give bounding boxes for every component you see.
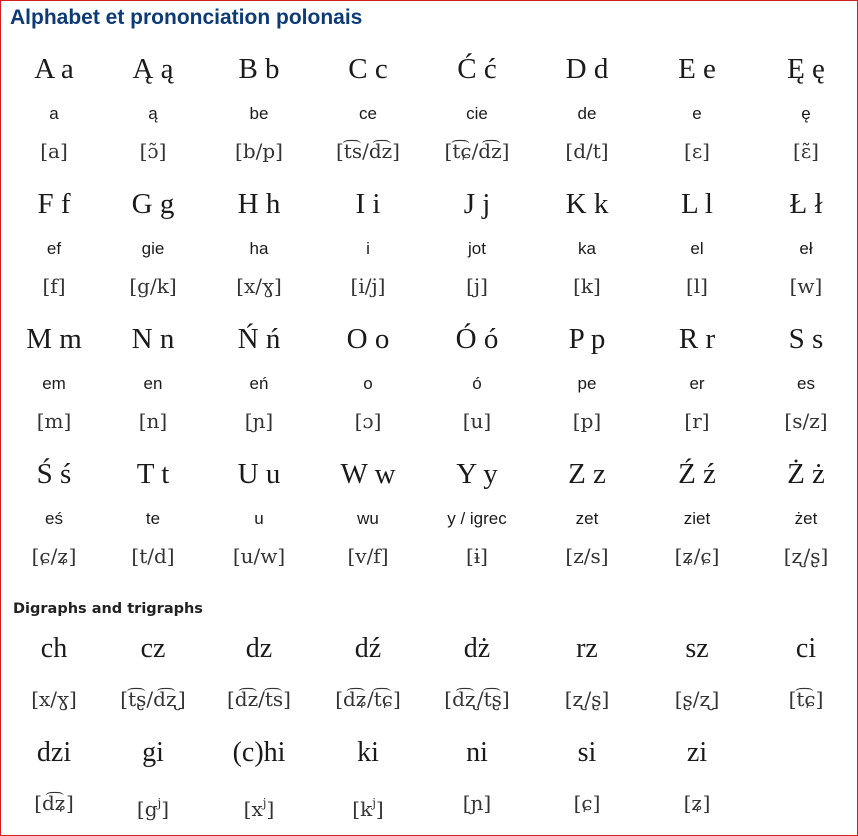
letter-glyph: I i [355,188,381,220]
letter-glyph: Y y [456,458,498,490]
letter-name: żet [794,509,818,528]
letter-ipa: [l] [685,274,708,298]
letter-name: zet [575,509,599,528]
letter-glyph: H h [237,188,281,220]
digraph-glyph: dż [463,633,491,664]
letter-name: a [49,104,59,123]
letter-name: ce [359,104,377,123]
letter-ipa: [n] [138,409,168,433]
letter-glyph: O o [346,323,390,355]
letter-ipa: [ʐ/ʂ] [783,544,829,568]
letter-ipa: [ɔ̃] [139,139,167,163]
letter-glyph: A a [34,53,74,85]
letter-glyph: B b [238,53,280,85]
letter-ipa: [f] [42,274,66,298]
letter-name: ka [578,239,596,258]
letter-ipa: [b/p] [235,139,283,163]
letter-glyph: S s [788,323,824,355]
letter-name: es [797,374,815,393]
letter-ipa: [t͡s/d͡z] [336,139,400,163]
digraph-glyph: cz [140,633,166,664]
digraph-glyph: dzi [36,737,72,768]
digraph-ipa: [ʐ/ʂ] [564,687,610,711]
digraph-ipa: [t͡ʂ/d͡ʐ] [120,687,186,711]
digraph-ipa: [ɕ] [573,791,601,815]
digraph-ipa: [t͡ɕ] [788,687,824,711]
letter-glyph: E e [678,53,716,85]
digraph-glyph: rz [576,633,598,664]
letter-glyph: Ę ę [787,53,825,85]
digraph-ipa: $[g^j]$ [136,796,170,821]
letter-glyph: Ł ł [789,188,823,220]
digraph-ipa: [x/ɣ] [31,687,77,711]
letter-name: o [363,374,373,393]
letter-name: be [249,104,269,123]
letter-glyph: Ą ą [132,53,174,85]
letter-ipa: [x/ɣ] [236,274,282,298]
letter-glyph: M m [26,323,82,355]
letter-ipa: [k] [573,274,601,298]
letter-name: en [143,374,163,393]
letter-ipa: [m] [36,409,72,433]
letter-ipa: [w] [789,274,823,298]
letter-glyph: J j [463,188,491,220]
letter-glyph: Ó ó [455,323,499,355]
letter-glyph: Ń ń [237,323,281,355]
letter-name: cie [466,104,488,123]
letter-name: ę [801,104,811,123]
digraph-ipa: [d͡ʑ/t͡ɕ] [335,687,401,711]
letter-glyph: L l [681,188,713,220]
letter-name: de [577,104,597,123]
letter-ipa: [v/f] [347,544,389,568]
letter-glyph: D d [565,53,609,85]
letter-glyph: C c [348,53,388,85]
letter-glyph: K k [565,188,609,220]
digraph-glyph: gi [142,737,164,768]
letter-ipa: [z/s] [565,544,609,568]
letter-glyph: Z z [568,458,606,490]
page-title: Alphabet et prononciation polonais [10,6,363,29]
letter-name: gie [141,239,165,258]
letter-ipa: [i/j] [350,274,386,298]
letter-name: ziet [683,509,711,528]
letter-name: wu [357,509,379,528]
letter-name: eś [45,509,63,528]
letter-name: jot [468,239,486,258]
letter-glyph: Ż ż [787,458,825,490]
letter-ipa: [ɨ] [465,544,488,568]
letter-ipa: [g/k] [129,274,177,298]
letter-ipa: [d/t] [565,139,609,163]
letter-glyph: P p [568,323,606,355]
letter-ipa: [ɕ/ʑ] [31,544,77,568]
letter-name: i [366,239,370,258]
letter-glyph: F f [37,188,71,220]
letter-name: u [254,509,264,528]
letter-name: eń [249,374,269,393]
letter-name: te [145,509,161,528]
letter-glyph: Ć ć [457,53,497,85]
digraph-glyph: ci [795,633,817,664]
letter-name: em [42,374,66,393]
digraph-ipa: $[x^j]$ [243,796,275,821]
letter-name: ha [249,239,269,258]
letter-ipa: [ɛ̃] [793,139,819,163]
digraph-ipa: [ɲ] [462,791,492,815]
letter-glyph: G g [131,188,175,220]
letter-ipa: [ɔ] [354,409,382,433]
digraph-glyph: dz [245,633,273,664]
letter-ipa: [ɲ] [244,409,274,433]
digraphs-heading: Digraphs and trigraphs [13,601,203,617]
digraph-ipa: [d͡ʐ/t͡ʂ] [444,687,510,711]
letter-name: er [689,374,705,393]
digraph-glyph: ch [40,633,68,664]
digraph-ipa: [ʂ/ʐ] [674,687,720,711]
letter-ipa: [j] [466,274,488,298]
letter-glyph: T t [136,458,170,490]
letter-ipa: [u/w] [232,544,286,568]
digraph-ipa: [d͡ʑ] [34,791,74,815]
letter-glyph: N n [131,323,175,355]
letter-glyph: U u [237,458,281,490]
letter-ipa: [u] [462,409,492,433]
letter-ipa: [s/z] [784,409,828,433]
letter-ipa: [a] [40,139,68,163]
letter-name: eł [799,239,813,258]
letter-ipa: [t͡ɕ/d͡z] [444,139,510,163]
letter-ipa: [r] [684,409,710,433]
digraph-glyph: ni [466,737,488,768]
digraph-glyph: ki [357,737,379,768]
digraph-ipa: [ʑ] [683,791,711,815]
letter-ipa: [t/d] [131,544,175,568]
letter-glyph: Ś ś [36,458,72,490]
digraph-glyph: (c)hi [232,737,286,768]
letter-glyph: R r [678,323,716,355]
digraph-ipa: [d͡z/t͡s] [227,687,291,711]
letter-name: el [690,239,704,258]
letter-ipa: [ɛ] [684,139,710,163]
letter-ipa: [ʑ/ɕ] [674,544,720,568]
letter-name: e [692,104,702,123]
letter-glyph: W w [340,458,396,490]
digraph-glyph: si [577,737,597,768]
digraph-glyph: dź [354,633,382,664]
letter-name: ef [46,239,62,258]
letter-ipa: [p] [572,409,602,433]
letter-name: pe [577,374,597,393]
letter-glyph: Ź ź [678,458,716,490]
digraph-glyph: zi [686,737,708,768]
digraph-glyph: sz [685,633,709,664]
letter-name: ó [472,374,482,393]
letter-name: y / igrec [447,509,507,528]
letter-name: ą [148,104,158,123]
digraph-ipa: $[k^j]$ [352,796,384,821]
